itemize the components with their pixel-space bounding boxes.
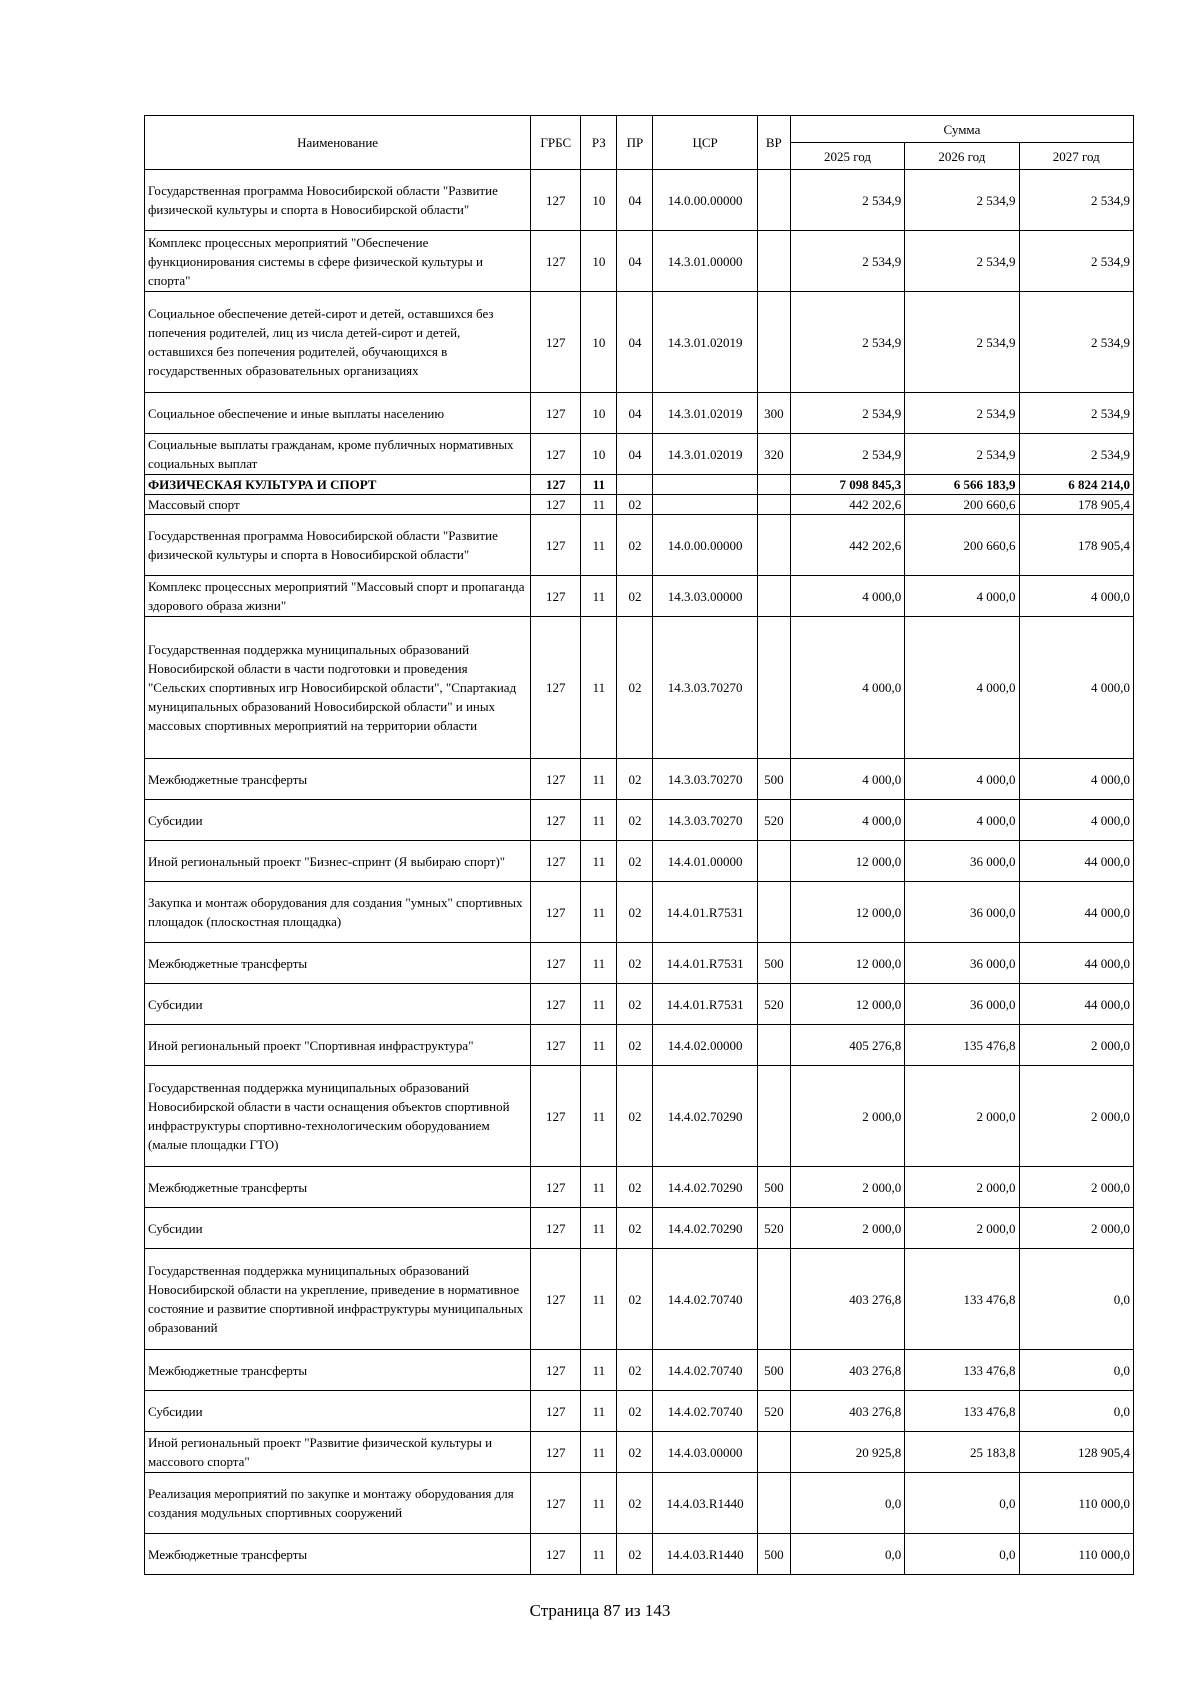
table-cell-pr: 02	[617, 515, 653, 576]
table-cell-rz: 11	[581, 475, 617, 495]
table-cell-2027: 44 000,0	[1019, 882, 1133, 943]
table-cell-2026: 135 476,8	[905, 1025, 1019, 1066]
table-cell-2027: 2 000,0	[1019, 1025, 1133, 1066]
table-cell-pr: 02	[617, 882, 653, 943]
table-cell-2025: 2 000,0	[790, 1167, 904, 1208]
table-cell-rz: 11	[581, 1534, 617, 1575]
table-cell-csr: 14.0.00.00000	[653, 515, 757, 576]
table-cell-2025: 403 276,8	[790, 1249, 904, 1350]
table-row	[145, 984, 1134, 1025]
table-row	[145, 475, 1134, 495]
table-cell-grbs: 127	[531, 170, 581, 231]
table-cell-name: Государственная программа Новосибирской области "Развитие физической культуры и спорта в Новосибирской области"	[145, 515, 531, 576]
table-cell-2027: 178 905,4	[1019, 515, 1133, 576]
table-cell-csr: 14.4.02.70740	[653, 1350, 757, 1391]
header-pr: ПР	[617, 116, 653, 170]
table-cell-pr: 04	[617, 292, 653, 393]
table-cell-grbs: 127	[531, 1167, 581, 1208]
table-row	[145, 759, 1134, 800]
table-cell-grbs: 127	[531, 882, 581, 943]
header-2027: 2027 год	[1019, 143, 1133, 170]
table-cell-vr: 300	[757, 393, 790, 434]
table-row	[145, 434, 1134, 475]
header-rz: РЗ	[581, 116, 617, 170]
table-cell-2026: 2 000,0	[905, 1066, 1019, 1167]
table-row	[145, 515, 1134, 576]
table-cell-vr	[757, 475, 790, 495]
table-cell-vr: 520	[757, 984, 790, 1025]
table-cell-grbs: 127	[531, 759, 581, 800]
table-cell-pr: 02	[617, 984, 653, 1025]
table-cell-2026: 2 000,0	[905, 1167, 1019, 1208]
table-cell-pr	[617, 475, 653, 495]
table-cell-vr	[757, 882, 790, 943]
table-cell-grbs: 127	[531, 1066, 581, 1167]
table-cell-2027: 2 000,0	[1019, 1066, 1133, 1167]
table-cell-name: Субсидии	[145, 1391, 531, 1432]
table-cell-vr: 500	[757, 759, 790, 800]
table-row	[145, 1350, 1134, 1391]
table-cell-2025: 20 925,8	[790, 1432, 904, 1473]
table-cell-pr: 04	[617, 231, 653, 292]
table-cell-2025: 2 534,9	[790, 231, 904, 292]
table-cell-2026: 133 476,8	[905, 1350, 1019, 1391]
table-cell-csr: 14.4.02.00000	[653, 1025, 757, 1066]
table-cell-name: Массовый спорт	[145, 495, 531, 515]
table-cell-csr: 14.4.03.R1440	[653, 1534, 757, 1575]
table-cell-2026: 4 000,0	[905, 576, 1019, 617]
table-cell-pr: 02	[617, 617, 653, 759]
table-cell-csr: 14.4.03.R1440	[653, 1473, 757, 1534]
table-cell-grbs: 127	[531, 292, 581, 393]
table-cell-vr: 320	[757, 434, 790, 475]
table-cell-pr: 02	[617, 576, 653, 617]
table-cell-grbs: 127	[531, 576, 581, 617]
table-cell-name: Государственная поддержка муниципальных образований Новосибирской области в части оснащения объектов спортивной инфраструктуры спортивно-технологическим оборудованием (малые площадки ГТО)	[145, 1066, 531, 1167]
table-cell-2026: 2 534,9	[905, 393, 1019, 434]
table-cell-grbs: 127	[531, 1473, 581, 1534]
table-cell-rz: 11	[581, 984, 617, 1025]
table-cell-2025: 12 000,0	[790, 841, 904, 882]
table-cell-grbs: 127	[531, 434, 581, 475]
table-cell-2025: 0,0	[790, 1534, 904, 1575]
table-cell-name: Межбюджетные трансферты	[145, 1350, 531, 1391]
table-cell-csr: 14.3.01.02019	[653, 393, 757, 434]
table-cell-name: Государственная поддержка муниципальных образований Новосибирской области в части подготовки и проведения "Сельских спортивных игр Новосибирской области", "Спартакиад муниципальных образований Новосибирской области" и иных массовых спортивных мероприятий на территории области	[145, 617, 531, 759]
table-row	[145, 943, 1134, 984]
table-row	[145, 1066, 1134, 1167]
table-cell-csr: 14.4.01.R7531	[653, 943, 757, 984]
table-row	[145, 393, 1134, 434]
table-cell-grbs: 127	[531, 1534, 581, 1575]
table-cell-vr	[757, 1249, 790, 1350]
table-cell-2026: 0,0	[905, 1473, 1019, 1534]
table-cell-pr: 02	[617, 759, 653, 800]
table-cell-2027: 4 000,0	[1019, 617, 1133, 759]
table-cell-rz: 11	[581, 617, 617, 759]
table-cell-csr: 14.4.01.R7531	[653, 984, 757, 1025]
table-cell-2027: 44 000,0	[1019, 984, 1133, 1025]
table-cell-vr: 500	[757, 943, 790, 984]
table-cell-2027: 0,0	[1019, 1249, 1133, 1350]
table-cell-2026: 36 000,0	[905, 882, 1019, 943]
table-cell-name: Иной региональный проект "Развитие физической культуры и массового спорта"	[145, 1432, 531, 1473]
table-cell-2026: 6 566 183,9	[905, 475, 1019, 495]
table-cell-vr	[757, 231, 790, 292]
table-cell-pr: 02	[617, 1534, 653, 1575]
table-cell-name: Межбюджетные трансферты	[145, 759, 531, 800]
table-cell-rz: 10	[581, 231, 617, 292]
table-cell-csr: 14.4.02.70290	[653, 1167, 757, 1208]
table-cell-csr: 14.0.00.00000	[653, 170, 757, 231]
table-cell-2025: 4 000,0	[790, 759, 904, 800]
table-cell-2027: 2 534,9	[1019, 231, 1133, 292]
table-cell-2027: 44 000,0	[1019, 943, 1133, 984]
table-cell-2027: 2 534,9	[1019, 434, 1133, 475]
table-cell-rz: 11	[581, 1432, 617, 1473]
table-cell-2025: 2 000,0	[790, 1066, 904, 1167]
table-cell-2025: 12 000,0	[790, 882, 904, 943]
table-cell-2026: 36 000,0	[905, 984, 1019, 1025]
table-cell-vr	[757, 292, 790, 393]
table-cell-grbs: 127	[531, 495, 581, 515]
table-cell-2026: 2 534,9	[905, 231, 1019, 292]
table-cell-csr: 14.3.03.70270	[653, 800, 757, 841]
table-cell-rz: 11	[581, 515, 617, 576]
table-cell-2025: 7 098 845,3	[790, 475, 904, 495]
table-cell-grbs: 127	[531, 984, 581, 1025]
table-cell-pr: 02	[617, 1066, 653, 1167]
table-cell-2026: 2 000,0	[905, 1208, 1019, 1249]
table-cell-2026: 25 183,8	[905, 1432, 1019, 1473]
table-cell-pr: 02	[617, 495, 653, 515]
table-cell-2027: 44 000,0	[1019, 841, 1133, 882]
table-cell-csr: 14.3.01.02019	[653, 434, 757, 475]
table-cell-csr: 14.3.03.00000	[653, 576, 757, 617]
table-cell-pr: 02	[617, 943, 653, 984]
table-row	[145, 1249, 1134, 1350]
table-cell-name: Иной региональный проект "Спортивная инфраструктура"	[145, 1025, 531, 1066]
table-row	[145, 576, 1134, 617]
table-row	[145, 292, 1134, 393]
table-cell-grbs: 127	[531, 1249, 581, 1350]
table-cell-vr	[757, 576, 790, 617]
table-cell-rz: 11	[581, 800, 617, 841]
table-cell-vr: 500	[757, 1167, 790, 1208]
table-cell-csr: 14.4.01.R7531	[653, 882, 757, 943]
header-name: Наименование	[145, 116, 531, 170]
table-cell-rz: 11	[581, 841, 617, 882]
table-cell-grbs: 127	[531, 475, 581, 495]
table-cell-vr	[757, 1066, 790, 1167]
table-row	[145, 1167, 1134, 1208]
table-cell-grbs: 127	[531, 841, 581, 882]
table-cell-name: Реализация мероприятий по закупке и монтажу оборудования для создания модульных спортивных сооружений	[145, 1473, 531, 1534]
table-row	[145, 1534, 1134, 1575]
table-cell-2025: 12 000,0	[790, 943, 904, 984]
table-cell-rz: 10	[581, 393, 617, 434]
table-cell-2027: 0,0	[1019, 1350, 1133, 1391]
table-cell-2025: 2 534,9	[790, 170, 904, 231]
table-cell-grbs: 127	[531, 1208, 581, 1249]
table-cell-rz: 11	[581, 1249, 617, 1350]
table-cell-rz: 11	[581, 1167, 617, 1208]
table-cell-2027: 2 534,9	[1019, 393, 1133, 434]
table-cell-grbs: 127	[531, 617, 581, 759]
table-cell-name: Государственная программа Новосибирской области "Развитие физической культуры и спорта в Новосибирской области"	[145, 170, 531, 231]
table-cell-name: Межбюджетные трансферты	[145, 1534, 531, 1575]
table-cell-2026: 36 000,0	[905, 943, 1019, 984]
table-cell-2025: 2 534,9	[790, 393, 904, 434]
budget-table	[144, 115, 1134, 1575]
table-row	[145, 882, 1134, 943]
table-cell-2027: 110 000,0	[1019, 1473, 1133, 1534]
table-cell-vr	[757, 617, 790, 759]
table-cell-csr: 14.3.01.02019	[653, 292, 757, 393]
table-cell-vr	[757, 170, 790, 231]
table-cell-rz: 11	[581, 1066, 617, 1167]
table-cell-rz: 11	[581, 882, 617, 943]
table-cell-grbs: 127	[531, 1432, 581, 1473]
table-cell-2027: 2 000,0	[1019, 1208, 1133, 1249]
table-cell-2025: 4 000,0	[790, 617, 904, 759]
table-cell-name: Социальные выплаты гражданам, кроме публичных нормативных социальных выплат	[145, 434, 531, 475]
table-cell-2027: 4 000,0	[1019, 800, 1133, 841]
header-2026: 2026 год	[905, 143, 1019, 170]
table-cell-csr: 14.4.01.00000	[653, 841, 757, 882]
table-cell-name: Субсидии	[145, 1208, 531, 1249]
table-cell-rz: 11	[581, 943, 617, 984]
table-cell-2027: 6 824 214,0	[1019, 475, 1133, 495]
header-vr: ВР	[757, 116, 790, 170]
table-cell-csr: 14.4.02.70740	[653, 1249, 757, 1350]
table-cell-grbs: 127	[531, 231, 581, 292]
table-cell-grbs: 127	[531, 1391, 581, 1432]
table-cell-2027: 128 905,4	[1019, 1432, 1133, 1473]
table-cell-rz: 11	[581, 1391, 617, 1432]
table-cell-csr: 14.3.01.00000	[653, 231, 757, 292]
table-row	[145, 841, 1134, 882]
table-cell-pr: 02	[617, 1473, 653, 1534]
table-cell-2025: 442 202,6	[790, 495, 904, 515]
table-cell-csr: 14.3.03.70270	[653, 759, 757, 800]
table-cell-csr: 14.4.02.70290	[653, 1208, 757, 1249]
table-cell-pr: 02	[617, 1167, 653, 1208]
table-row	[145, 1473, 1134, 1534]
header-2025: 2025 год	[790, 143, 904, 170]
table-cell-2026: 2 534,9	[905, 292, 1019, 393]
table-cell-2026: 200 660,6	[905, 515, 1019, 576]
table-cell-grbs: 127	[531, 515, 581, 576]
table-cell-vr: 500	[757, 1350, 790, 1391]
table-cell-2025: 2 000,0	[790, 1208, 904, 1249]
table-cell-2025: 0,0	[790, 1473, 904, 1534]
table-cell-name: Закупка и монтаж оборудования для создания "умных" спортивных площадок (плоскостная площадка)	[145, 882, 531, 943]
table-cell-name: Субсидии	[145, 984, 531, 1025]
table-cell-2026: 0,0	[905, 1534, 1019, 1575]
table-cell-vr: 520	[757, 800, 790, 841]
table-cell-2025: 2 534,9	[790, 292, 904, 393]
table-cell-rz: 10	[581, 170, 617, 231]
table-cell-2027: 178 905,4	[1019, 495, 1133, 515]
table-cell-rz: 11	[581, 1350, 617, 1391]
table-cell-pr: 02	[617, 800, 653, 841]
table-cell-pr: 04	[617, 434, 653, 475]
table-cell-2026: 36 000,0	[905, 841, 1019, 882]
table-row	[145, 1025, 1134, 1066]
table-row	[145, 617, 1134, 759]
table-cell-2026: 4 000,0	[905, 759, 1019, 800]
table-cell-pr: 04	[617, 393, 653, 434]
table-cell-csr: 14.4.02.70740	[653, 1391, 757, 1432]
table-cell-csr	[653, 475, 757, 495]
header-grbs: ГРБС	[531, 116, 581, 170]
table-cell-pr: 02	[617, 1350, 653, 1391]
table-cell-2025: 4 000,0	[790, 800, 904, 841]
table-cell-2026: 200 660,6	[905, 495, 1019, 515]
table-body	[145, 170, 1134, 1575]
table-cell-pr: 02	[617, 1249, 653, 1350]
table-cell-vr	[757, 1025, 790, 1066]
table-cell-rz: 11	[581, 1473, 617, 1534]
table-row	[145, 800, 1134, 841]
table-cell-2027: 4 000,0	[1019, 576, 1133, 617]
table-cell-name: Межбюджетные трансферты	[145, 1167, 531, 1208]
table-cell-2027: 0,0	[1019, 1391, 1133, 1432]
table-cell-grbs: 127	[531, 393, 581, 434]
table-row	[145, 231, 1134, 292]
table-cell-rz: 10	[581, 292, 617, 393]
table-row	[145, 1391, 1134, 1432]
table-cell-csr	[653, 495, 757, 515]
table-cell-csr: 14.3.03.70270	[653, 617, 757, 759]
table-cell-rz: 11	[581, 576, 617, 617]
table-cell-vr: 520	[757, 1391, 790, 1432]
table-cell-rz: 11	[581, 1025, 617, 1066]
header-csr: ЦСР	[653, 116, 757, 170]
table-cell-2027: 2 534,9	[1019, 292, 1133, 393]
table-cell-name: Иной региональный проект "Бизнес-спринт (Я выбираю спорт)"	[145, 841, 531, 882]
table-cell-grbs: 127	[531, 943, 581, 984]
table-cell-pr: 02	[617, 1432, 653, 1473]
table-cell-pr: 02	[617, 1391, 653, 1432]
table-cell-grbs: 127	[531, 1350, 581, 1391]
table-cell-pr: 02	[617, 841, 653, 882]
table-cell-name: Комплекс процессных мероприятий "Обеспечение функционирования системы в сфере физической культуры и спорта"	[145, 231, 531, 292]
table-cell-2026: 2 534,9	[905, 170, 1019, 231]
table-cell-vr	[757, 515, 790, 576]
table-cell-2025: 405 276,8	[790, 1025, 904, 1066]
table-cell-rz: 10	[581, 434, 617, 475]
table-cell-vr: 500	[757, 1534, 790, 1575]
table-cell-pr: 02	[617, 1025, 653, 1066]
table-cell-pr: 02	[617, 1208, 653, 1249]
table-cell-2025: 2 534,9	[790, 434, 904, 475]
table-cell-2027: 110 000,0	[1019, 1534, 1133, 1575]
table-cell-name: Субсидии	[145, 800, 531, 841]
table-cell-2025: 442 202,6	[790, 515, 904, 576]
table-cell-vr	[757, 495, 790, 515]
table-row	[145, 495, 1134, 515]
table-cell-2025: 403 276,8	[790, 1350, 904, 1391]
table-cell-name: Комплекс процессных мероприятий "Массовый спорт и пропаганда здорового образа жизни"	[145, 576, 531, 617]
header-sum: Сумма	[790, 116, 1133, 143]
table-cell-rz: 11	[581, 495, 617, 515]
table-cell-2025: 4 000,0	[790, 576, 904, 617]
table-cell-2027: 2 534,9	[1019, 170, 1133, 231]
table-cell-csr: 14.4.03.00000	[653, 1432, 757, 1473]
table-cell-name: Социальное обеспечение детей-сирот и детей, оставшихся без попечения родителей, лиц из числа детей-сирот и детей, оставшихся без попечения родителей, обучающихся в государственных образовательных организациях	[145, 292, 531, 393]
table-cell-rz: 11	[581, 1208, 617, 1249]
table-cell-pr: 04	[617, 170, 653, 231]
table-cell-2026: 133 476,8	[905, 1249, 1019, 1350]
table-row	[145, 1432, 1134, 1473]
table-cell-vr: 520	[757, 1208, 790, 1249]
table-cell-2026: 4 000,0	[905, 617, 1019, 759]
table-cell-2025: 403 276,8	[790, 1391, 904, 1432]
table-row	[145, 1208, 1134, 1249]
table-row	[145, 170, 1134, 231]
table-cell-csr: 14.4.02.70290	[653, 1066, 757, 1167]
table-cell-2026: 4 000,0	[905, 800, 1019, 841]
table-cell-rz: 11	[581, 759, 617, 800]
table-cell-vr	[757, 841, 790, 882]
table-cell-name: Социальное обеспечение и иные выплаты населению	[145, 393, 531, 434]
table-cell-grbs: 127	[531, 1025, 581, 1066]
table-cell-2026: 2 534,9	[905, 434, 1019, 475]
table-cell-2027: 2 000,0	[1019, 1167, 1133, 1208]
table-cell-name: Межбюджетные трансферты	[145, 943, 531, 984]
table-cell-name: ФИЗИЧЕСКАЯ КУЛЬТУРА И СПОРТ	[145, 475, 531, 495]
table-cell-name: Государственная поддержка муниципальных образований Новосибирской области на укрепление, приведение в нормативное состояние и развитие спортивной инфраструктуры муниципальных образований	[145, 1249, 531, 1350]
table-cell-2027: 4 000,0	[1019, 759, 1133, 800]
table-cell-vr	[757, 1432, 790, 1473]
page-number: Страница 87 из 143	[529, 1601, 671, 1620]
table-cell-grbs: 127	[531, 800, 581, 841]
table-cell-vr	[757, 1473, 790, 1534]
table-cell-2026: 133 476,8	[905, 1391, 1019, 1432]
table-cell-2025: 12 000,0	[790, 984, 904, 1025]
